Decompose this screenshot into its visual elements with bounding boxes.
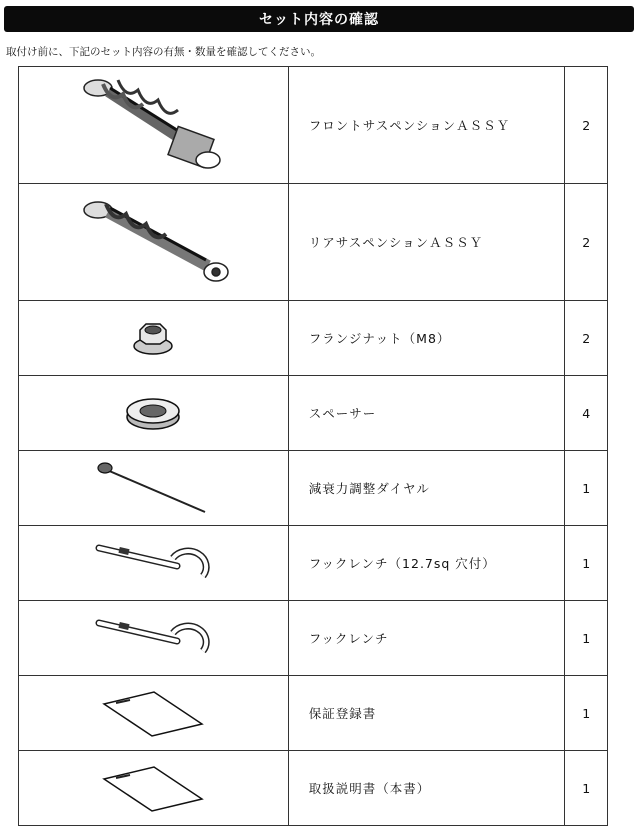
hook-wrench-illustration: [93, 613, 213, 663]
rear-suspension-illustration: [68, 192, 238, 292]
spacer-illustration: [123, 393, 183, 433]
table-row: [19, 751, 608, 826]
section-title: セット内容の確認: [4, 6, 634, 32]
item-qty: 2: [565, 184, 608, 301]
table-row: [19, 526, 608, 601]
intro-text: 取付け前に、下記のセット内容の有無・数量を確認してください。: [6, 46, 321, 58]
item-qty: 1: [565, 451, 608, 526]
manual-illustration: [98, 763, 208, 813]
item-name: 取扱説明書（本書）: [288, 751, 565, 826]
hook-wrench-illustration: [93, 538, 213, 588]
item-name: リアサスペンションＡＳＳＹ: [288, 184, 565, 301]
item-qty: 2: [565, 67, 608, 184]
item-qty: 1: [565, 676, 608, 751]
item-name: フランジナット（M8）: [288, 301, 565, 376]
item-name: フロントサスペンションＡＳＳＹ: [288, 67, 565, 184]
table-row: [19, 451, 608, 526]
damping-dial-illustration: [93, 458, 213, 518]
contents-table: [18, 66, 608, 826]
item-name: 保証登録書: [288, 676, 565, 751]
item-qty: 4: [565, 376, 608, 451]
table-row: [19, 601, 608, 676]
flange-nut-illustration: [128, 318, 178, 358]
item-qty: 1: [565, 601, 608, 676]
item-name: 減衰力調整ダイヤル: [288, 451, 565, 526]
table-row: [19, 184, 608, 301]
table-row: [19, 301, 608, 376]
front-suspension-illustration: [68, 70, 238, 180]
item-qty: 1: [565, 526, 608, 601]
table-row: [19, 676, 608, 751]
table-row: [19, 376, 608, 451]
item-qty: 1: [565, 751, 608, 826]
item-name: フックレンチ（12.7sq 穴付）: [288, 526, 565, 601]
item-name: フックレンチ: [288, 601, 565, 676]
item-qty: 2: [565, 301, 608, 376]
warranty-card-illustration: [98, 688, 208, 738]
table-row: [19, 67, 608, 184]
item-name: スペーサー: [288, 376, 565, 451]
